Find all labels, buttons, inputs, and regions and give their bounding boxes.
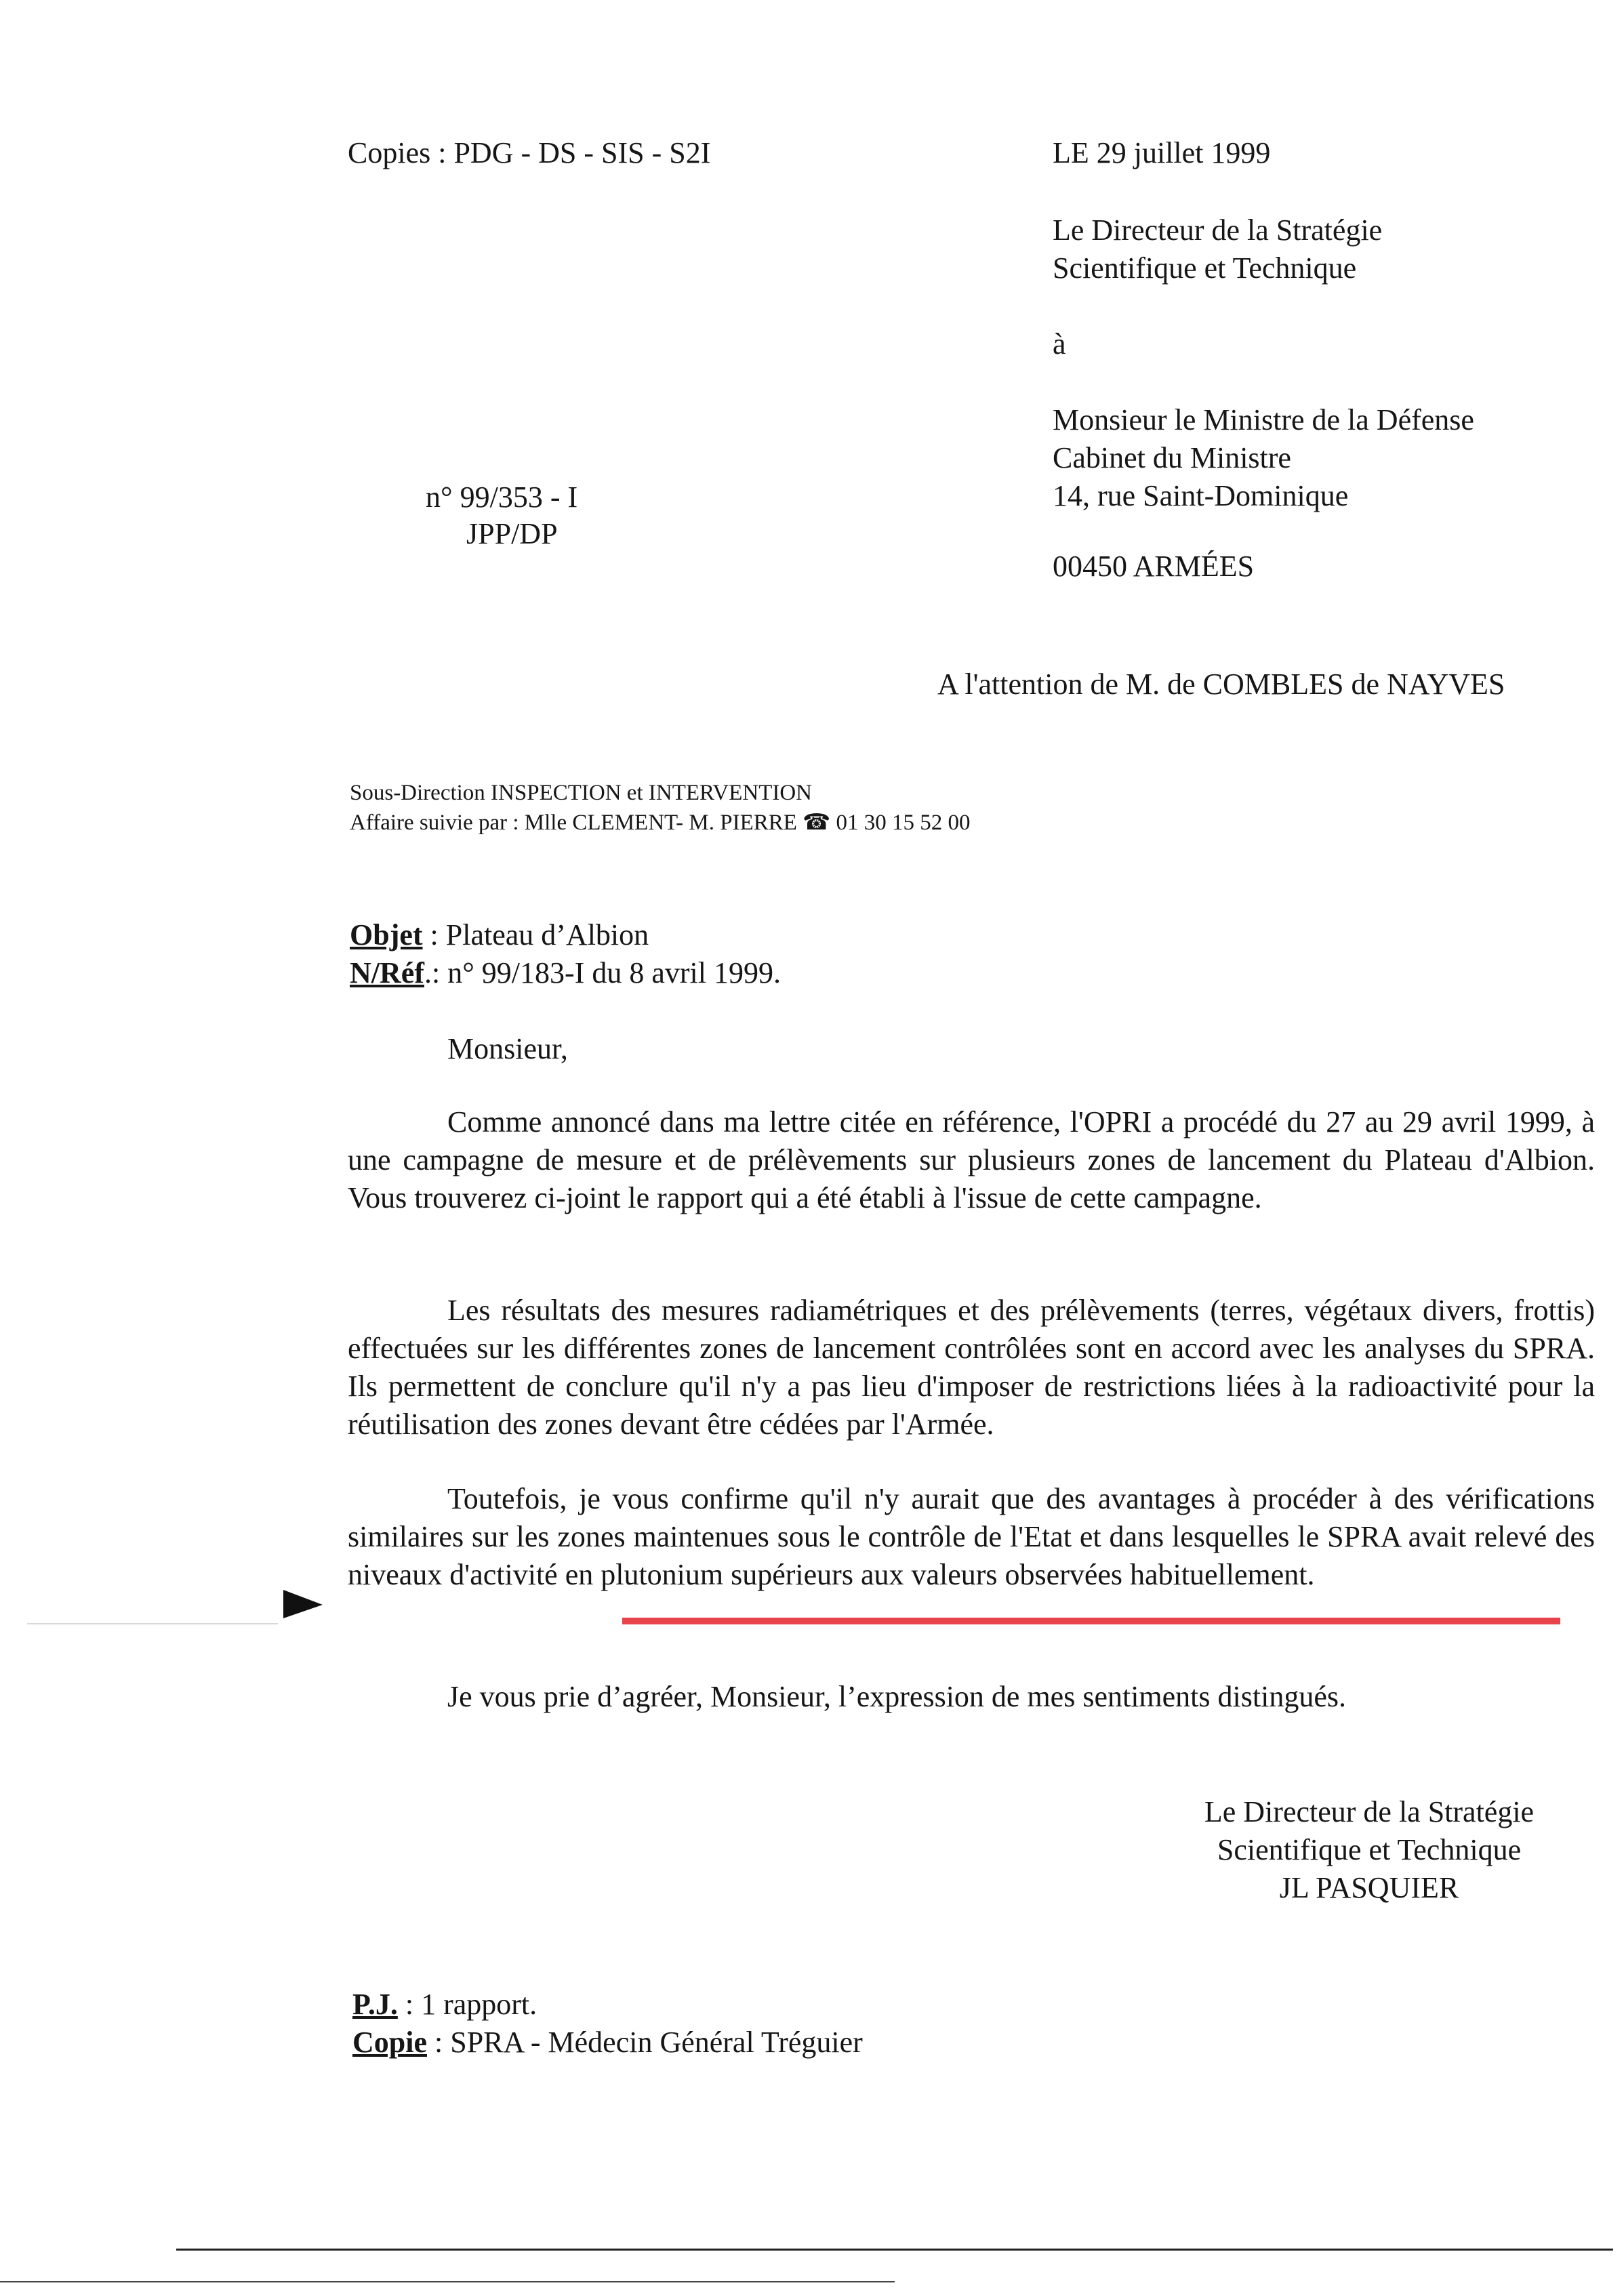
- signature-block: [1152, 1793, 1586, 1907]
- copie-text: : SPRA - Médecin Général Tréguier: [427, 2026, 863, 2059]
- paragraph: Comme annoncé dans ma lettre citée en référence, l'OPRI a procédé du 27 au 29 avril 1999, à une campagne de mesure et de prélèvements sur plusieurs zones de lancement du Plateau d'Albion. Vous trouverez ci-joint le rapport qui a été établi à l'issue de cette campagne.: [348, 1105, 1595, 1214]
- recipient-line: Monsieur le Ministre de la Défense: [1053, 403, 1474, 436]
- recipient-line: Cabinet du Ministre: [1053, 441, 1291, 474]
- pj-label: P.J.: [352, 1988, 398, 2021]
- copie-line: [352, 2024, 863, 2062]
- paragraph: Toutefois, je vous confirme qu'il n'y aurait que des avantages à procéder à des vérifications similaires sur les zones maintenues sous le contrôle de l'Etat et dans lesquelles le SPRA avait relevé des niveaux d'activité en plutonium supérieurs aux valeurs observées habituellement.: [348, 1482, 1595, 1591]
- closing-line: Je vous prie d’agréer, Monsieur, l’expression de mes sentiments distingués.: [447, 1680, 1346, 1713]
- copies-line: Copies : PDG - DS - SIS - S2I: [348, 136, 711, 169]
- objet-label: Objet: [350, 918, 423, 951]
- paragraph: Les résultats des mesures radiamétriques et des prélèvements (terres, végétaux divers, frottis) effectuées sur les différentes zones de lancement contrôlées sont en accord avec les analyses du SPRA. Ils permettent de conclure qu'il n'y a pas lieu d'imposer de restrictions liées à la radioactivité pour la réutilisation des zones devant être cédées par l'Armée.: [348, 1294, 1595, 1441]
- nref-label: N/Réf: [350, 956, 424, 989]
- copie-label: Copie: [352, 2026, 427, 2059]
- arrow-pointer-icon: [283, 1590, 323, 1618]
- sender-line: Le Directeur de la Stratégie: [1053, 213, 1383, 247]
- objet-text: : Plateau d’Albion: [422, 918, 649, 951]
- signature-line: Scientifique et Technique: [1217, 1833, 1522, 1866]
- pj-text: : 1 rapport.: [397, 1988, 537, 2021]
- objet-line: [350, 916, 649, 954]
- phone-number: 01 30 15 52 00: [836, 811, 971, 835]
- scan-edge-line: [176, 2249, 1613, 2251]
- reference-initials: JPP/DP: [466, 517, 558, 550]
- signature-line: Le Directeur de la Stratégie: [1204, 1795, 1535, 1828]
- phone-icon: ☎: [803, 811, 831, 835]
- arrow-tail-line: [27, 1623, 278, 1624]
- nref-line: [350, 954, 781, 992]
- recipient-line: 14, rue Saint-Dominique: [1053, 479, 1349, 512]
- sender-line: Scientifique et Technique: [1053, 251, 1357, 285]
- attention-line: A l'attention de M. de COMBLES de NAYVES: [937, 668, 1505, 701]
- to-word: à: [1053, 327, 1066, 361]
- recipient-block: [1053, 401, 1474, 515]
- followed-by-line: [350, 808, 971, 838]
- scan-edge-line: [0, 2281, 895, 2282]
- pj-line: [352, 1986, 537, 2024]
- sub-direction: Sous-Direction INSPECTION et INTERVENTION: [350, 781, 813, 805]
- reference-number: n° 99/353 - I: [426, 480, 578, 514]
- salutation: Monsieur,: [447, 1032, 568, 1065]
- nref-text: .: n° 99/183-I du 8 avril 1999.: [424, 956, 781, 989]
- highlight-underline: [622, 1618, 1560, 1624]
- sender-block: [1053, 211, 1382, 287]
- postal-line: 00450 ARMÉES: [1053, 550, 1255, 583]
- letter-date: LE 29 juillet 1999: [1053, 136, 1271, 169]
- followed-by: Affaire suivie par : Mlle CLEMENT- M. PIERRE: [350, 811, 797, 835]
- signature-name: JL PASQUIER: [1279, 1871, 1459, 1904]
